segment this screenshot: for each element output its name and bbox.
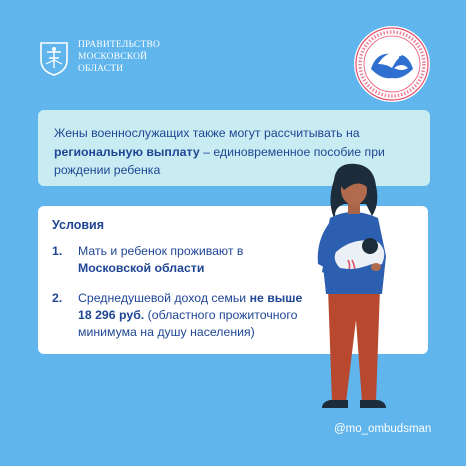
condition-bold-b: 18 296 руб. <box>78 308 145 322</box>
condition-text-a: Мать и ребенок проживают в <box>78 244 244 258</box>
gov-line-2: МОСКОВСКОЙ <box>78 52 148 62</box>
condition-bold-a: Московской области <box>78 261 205 275</box>
condition-text <box>78 290 304 341</box>
intro-text-part1: Жены военнослужащих также могут рассчитывать на <box>54 126 360 140</box>
condition-bold-a: не выше <box>249 291 303 305</box>
intro-text-part2: – единовременное пособие при рождении ребенка <box>54 144 385 177</box>
ombudsman-emblem-icon <box>352 24 432 104</box>
coat-of-arms-icon <box>38 38 70 76</box>
condition-number: 2. <box>52 291 63 305</box>
social-handle: @mo_ombudsman <box>334 423 432 435</box>
gov-line-3: ОБЛАСТИ <box>78 64 124 74</box>
condition-text <box>78 243 288 277</box>
conditions-title: Условия <box>52 218 105 232</box>
condition-number: 1. <box>52 244 63 258</box>
government-logo <box>38 38 160 76</box>
mother-with-baby-illustration <box>296 160 416 416</box>
condition-text-a: Среднедушевой доход семьи <box>78 291 250 305</box>
gov-line-1: ПРАВИТЕЛЬСТВО <box>78 40 161 50</box>
condition-text-c: (областного прожиточного минимума на душу населения) <box>78 308 298 339</box>
intro-highlight: региональную выплату <box>54 144 200 159</box>
